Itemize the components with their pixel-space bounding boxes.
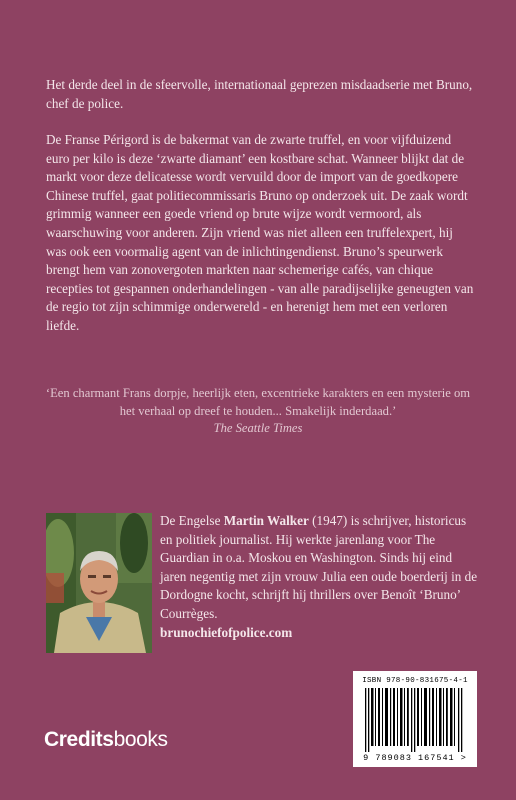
isbn-label: ISBN 978-90-831675-4-1 (362, 677, 468, 685)
bio-text: (1947) is schrijver, historicus en politiek journalist. Hij werkte jarenlang voor The Guardian in o.a. Moskou en Washington. Sinds hij eind jaren negentig met zijn vrouw Julia een oude boerderij in de Dordogne kocht, schrijft hij thrillers over Benoît ‘Bruno’ Courrèges. (160, 513, 478, 621)
quote-source: The Seattle Times (213, 421, 303, 435)
publisher-logo-part1: Credits (44, 728, 114, 751)
review-quote (40, 385, 476, 438)
publisher-logo-part2: books (113, 728, 168, 751)
synopsis-paragraph: De Franse Périgord is de bakermat van de zwarte truffel, en voor vijfduizend euro per kilo is deze ‘zwarte diamant’ een kostbare schat. Wanneer blijkt dat de markt voor deze delicatesse wordt vervuild door de import van de goedkopere Chinese truffel, gaat politiecommissaris Bruno op onderzoek uit. De zaak wordt grimmig wanneer een goede vriend op brute wijze wordt vermoord, als waarschuwing voor anderen. Zijn vriend was niet alleen een truffelexpert, hij was ook een voormalig agent van de inlichtingendienst. Bruno’s speurwerk brengt hem van zonovergoten markten naar schemerige cafés, van chique recepties tot gespannen onderhandelingen - van alle paradijselijke geneugten van de regio tot zijn schimmige onderwereld - en herenigt hem met een verloren liefde. (46, 132, 474, 333)
quote-text: ‘Een charmant Frans dorpje, heerlijk eten, excentrieke karakters en een mysterie om het verhaal op dreef te houden... Smakelijk inderdaad.’ (45, 386, 471, 418)
publisher-logo (44, 728, 168, 752)
barcode (353, 671, 477, 767)
author-bio (160, 512, 480, 642)
bio-prefix: De Engelse (160, 513, 224, 528)
intro-paragraph: Het derde deel in de sfeervolle, internationaal geprezen misdaadserie met Bruno, chef de police. (46, 77, 473, 111)
author-website[interactable]: brunochiefofpolice.com (160, 624, 293, 640)
author-photo (46, 513, 152, 653)
barcode-bars (363, 688, 467, 752)
author-name: Martin Walker (223, 513, 309, 528)
barcode-digits: 9 789083 167541 > (363, 753, 467, 763)
